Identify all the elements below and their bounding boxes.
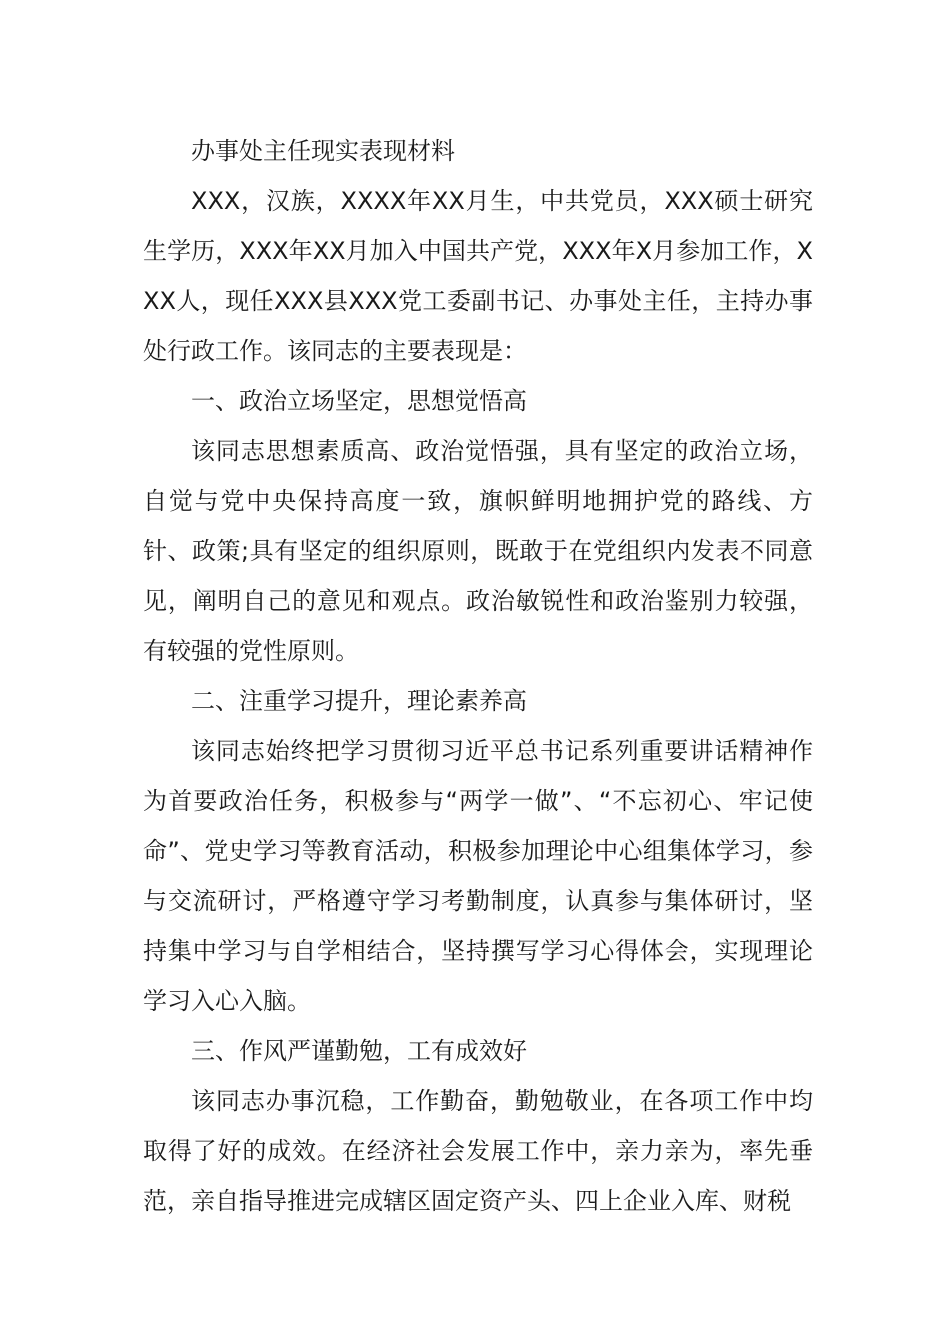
section-2-body: 该同志始终把学习贯彻习近平总书记系列重要讲话精神作为首要政治任务，积极参与“两学一做”、“不忘初心、牢记使命”、党史学习等教育活动，积极参加理论中心组集体学习，参与交流研讨，严格遵守学习考勤制度，认真参与集体研讨，坚持集中学习与自学相结合，坚持撰写学习心得体会，实现理论学习入心入脑。 (143, 737, 813, 1015)
document-body (143, 126, 813, 1226)
document-title: 办事处主任现实表现材料 (191, 137, 455, 165)
section-3-body: 该同志办事沉稳，工作勤奋，勤勉敬业，在各项工作中均取得了好的成效。在经济社会发展工作中，亲力亲为，率先垂范，亲自指导推进完成辖区固定资产头、四上企业入库、财税 (143, 1087, 813, 1215)
section-3-heading: 三、作风严谨勤勉，工有成效好 (191, 1037, 527, 1065)
section-2-heading: 二、注重学习提升，理论素养高 (191, 687, 527, 715)
section-1-body: 该同志思想素质高、政治觉悟强，具有坚定的政治立场，自觉与党中央保持高度一致，旗帜鲜明地拥护党的路线、方针、政策;具有坚定的组织原则，既敢于在党组织内发表不同意见，阐明自己的意见和观点。政治敏锐性和政治鉴别力较强，有较强的党性原则。 (143, 437, 813, 665)
section-1-heading: 一、政治立场坚定，思想觉悟高 (191, 387, 527, 415)
intro-paragraph: XXX，汉族，XXXX年XX月生，中共党员，XXX硕士研究生学历，XXX年XX月加入中国共产党，XXX年X月参加工作，XXX人，现任XXX县XXX党工委副书记、办事处主任，主持办事处行政工作。该同志的主要表现是： (143, 187, 813, 365)
